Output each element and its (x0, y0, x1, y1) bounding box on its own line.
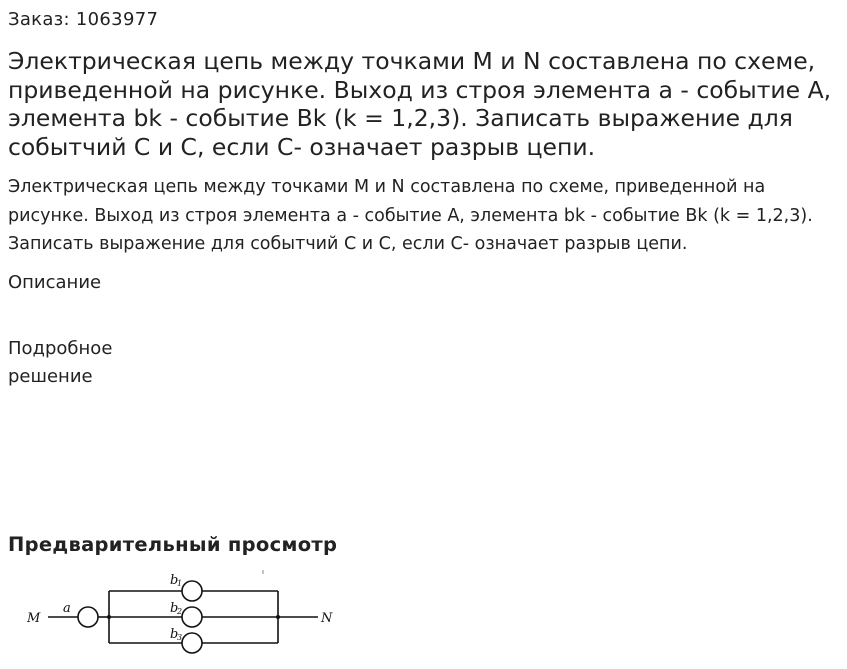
element-b1 (182, 581, 202, 601)
label-b3-sub: 3 (177, 633, 183, 642)
junction-left (107, 615, 111, 619)
task-title: Электрическая цепь между точками M и N составлена по схеме, приведенной на рисунке. Выход из строя элемента a - событие A, элемента bk - событие Bk (k = 1,2,3). Записать выражение для событчий C и C, если C- означает разрыв цепи. (8, 47, 832, 161)
label-b1: b (170, 573, 179, 588)
label-n: N (321, 611, 333, 626)
label-b2: b (170, 601, 179, 616)
task-description: Электрическая цепь между точками M и N составлена по схеме, приведенной на рисунке. Выход из строя элемента a - событие A, элемента bk - событие Bk (k = 1,2,3). Записать выражение для событчий C и C, если C- означает разрыв цепи. (8, 177, 813, 254)
label-b2-sub: 2 (177, 607, 183, 616)
label-a: a (63, 601, 71, 616)
element-a (78, 607, 98, 627)
solution-label: Подробное решение (8, 338, 113, 387)
label-m: M (27, 611, 41, 626)
label-b1-sub: 1 (177, 579, 183, 588)
junction-right (276, 615, 280, 619)
circuit-diagram-preview (20, 566, 350, 669)
preview-heading: Предварительный просмотр (8, 533, 338, 556)
circuit-diagram (20, 566, 350, 669)
label-b3: b (170, 627, 179, 642)
element-b3 (182, 633, 202, 653)
order-number: Заказ: 1063977 (8, 9, 159, 30)
description-label: Описание (8, 272, 102, 293)
element-b2 (182, 607, 202, 627)
